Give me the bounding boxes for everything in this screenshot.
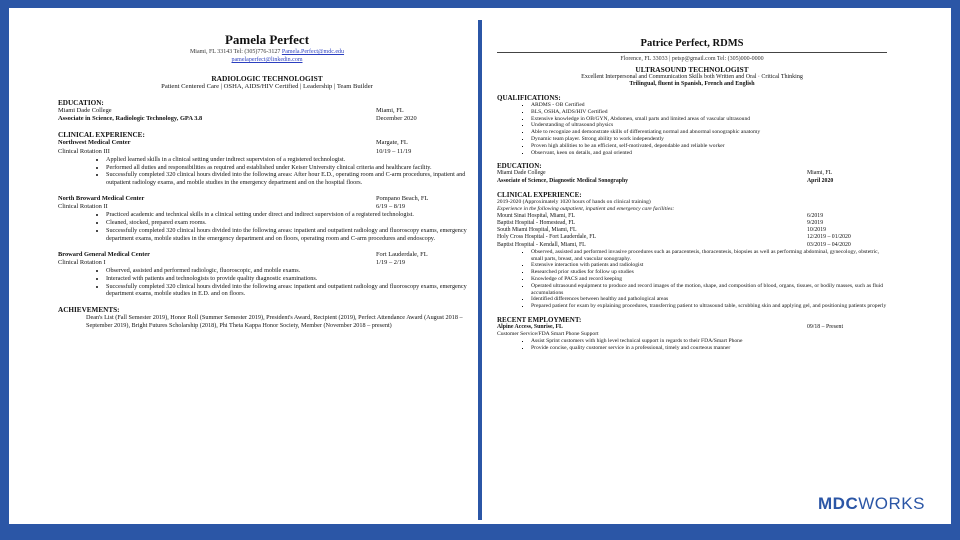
job1-place: Northwest Medical Center xyxy=(58,139,131,147)
resume-page-right xyxy=(497,22,887,464)
list-item: ▪ Provide concise, quality customer service in a professional, timely and courteous manner xyxy=(531,345,887,352)
list-item: ▪ BLS, OSHA, AIDS/HIV Certified xyxy=(531,109,887,116)
list-item: ▪ Assist Sprint customers with high level technical support in regards to their FDA/Smart Phone xyxy=(531,338,887,345)
site-row: Baptist Hospital - Homestead, FL 9/2019 xyxy=(497,219,824,226)
list-item: ▪ Understanding of ultrasound physics xyxy=(531,122,887,129)
job1-title-row xyxy=(58,148,476,156)
center-divider xyxy=(478,20,482,520)
edu-date: April 2020 xyxy=(807,177,834,184)
resume-name: Pamela Perfect xyxy=(224,32,310,47)
job1-title: Clinical Rotation III xyxy=(58,147,110,155)
education-degree-row xyxy=(497,178,887,185)
edu-school: Miami Dade College xyxy=(58,107,112,114)
list-item: • Performed all duties and responsibilities as required and established under Keiser University clinical criteria and healthcare facility. xyxy=(106,164,476,172)
employment-title: Customer Service/FDA Smart Phone Support xyxy=(497,331,599,338)
list-item: • Practiced academic and technical skills in a clinical setting under direct and indirect supervision of a registered technologist. xyxy=(106,211,476,219)
mdc-works-logo: MDCWORKS xyxy=(818,494,925,513)
education-row xyxy=(497,170,887,177)
job3-city: Fort Lauderdale, FL xyxy=(376,250,428,258)
education-row xyxy=(58,107,476,115)
achievements-heading: ACHIEVEMENTS: xyxy=(58,306,120,315)
list-item: ▪ Researched prior studies for follow up studies xyxy=(531,269,887,276)
job3-title-row xyxy=(58,259,476,267)
edu-date: December 2020 xyxy=(376,115,417,123)
site-row: Holy Cross Hospital - Fort Lauderdale, FL 12/2019 – 01/2020 xyxy=(497,234,851,241)
tagline-1: Excellent Interpersonal and Communication Skills both Written and Oral · Critical Thinking xyxy=(581,74,803,80)
contact-linkedin[interactable]: pamelaperfect@linkedin.com xyxy=(231,57,303,63)
list-item: • Successfully completed 320 clinical hours divided into the following areas: inpatient and outpatient radiology and fluoroscopy exams, emergency department exams, mobile studies in the emergency department and on floors, operating room and C-arm procedures and endoscopy. xyxy=(106,227,476,243)
list-item: • Observed, assisted and performed radiologic, fluoroscopic, and mobile exams. xyxy=(106,267,476,275)
recent-employment-heading: RECENT EMPLOYMENT: xyxy=(497,315,582,324)
edu-city: Miami, FL xyxy=(376,107,404,114)
contact-line: Florence, FL 33033 | petsp@gmail.com Tel: (305)000-0000 xyxy=(620,56,764,62)
job-role-title: ULTRASOUND TECHNOLOGIST xyxy=(635,65,749,74)
frame-left-border xyxy=(0,0,9,540)
site-row: Baptist Hospital - Kendall, Miami, FL 03/2019 – 04/2020 xyxy=(497,241,851,248)
clinical-duties-list xyxy=(497,249,887,310)
frame-right-border xyxy=(951,0,960,540)
education-degree-row xyxy=(58,115,476,123)
job1-dates: 10/19 – 11/19 xyxy=(376,147,412,155)
job3-place-row xyxy=(58,251,476,259)
clinical-subtitle-2: Experience in the following outpatient, inpatient and emergency care facilities: xyxy=(497,205,675,212)
achievements-text: Dean's List (Fall Semester 2019), Honor Roll (Summer Semester 2019), President's Award, Recipient (2019), Perfect Attendance Award (August 2018 – September 2019), Bright Futures Scholarship (2018), Phi Theta Kappa Honor Society, Member (November 2018 – present) xyxy=(86,314,463,329)
resume-page-left xyxy=(58,22,476,522)
tagline-2: Trilingual, fluent in Spanish, French and English xyxy=(629,81,755,87)
list-item: ▪ Knowledge of PACS and record keeping xyxy=(531,276,887,283)
list-item: ▪ Observant, keen on details, and goal oriented xyxy=(531,150,887,157)
list-item: ▪ Extensive knowledge in OB/GYN, Abdomen, small parts and limited areas of vascular ultrasound xyxy=(531,116,887,123)
list-item: ▪ Prepared patient for exam by explaining procedures, transferring patient to ultrasound table, scrubbing skin and applying gel, and positioning patients properly xyxy=(531,303,887,310)
job1-place-row xyxy=(58,139,476,147)
header-rule xyxy=(497,52,887,53)
employer-row xyxy=(497,324,887,331)
edu-degree: Associate of Science, Diagnostic Medical Sonography xyxy=(497,177,629,184)
contact-email-link[interactable]: Pamela.Perfect@mdc.edu xyxy=(281,49,345,55)
employer-name: Alpine Access, Sunrise, FL xyxy=(497,323,563,330)
job2-bullets xyxy=(58,211,476,242)
list-item: ▪ Dynamic team player. Strong ability to work independently xyxy=(531,136,887,143)
site-row: Mount Sinai Hospital, Miami, FL 6/2019 xyxy=(497,212,824,219)
education-heading: EDUCATION: xyxy=(497,162,542,171)
job3-place: Broward General Medical Center xyxy=(58,250,150,258)
edu-city: Miami, FL xyxy=(807,170,833,177)
job1-bullets xyxy=(58,156,476,187)
tagline: Patient Centered Care | OSHA, AIDS/HIV Certified | Leadership | Team Builder xyxy=(161,83,373,90)
list-item: ▪ Extensive interaction with patients and radiologist xyxy=(531,262,887,269)
list-item: ▪ ARDMS - OB Certified xyxy=(531,102,887,109)
frame-bottom-border xyxy=(0,524,960,540)
job3-dates: 1/19 – 2/19 xyxy=(376,258,406,266)
employment-duties xyxy=(497,338,887,352)
list-item: ▪ Identified differences between healthy and pathological areas xyxy=(531,296,887,303)
job3-title: Clinical Rotation I xyxy=(58,258,106,266)
clinical-subtitle: 2019-2020 (Approximately 1020 hours of hands on clinical training) xyxy=(497,198,651,205)
list-item: • Interacted with patients and technologists to provide quality diagnostic examinations. xyxy=(106,275,476,283)
list-item: ▪ Proven high abilities to be an efficient, self-motivated, dependable and reliable worker xyxy=(531,143,887,150)
list-item: ▪ Observed, assisted and performed invasive procedures such as paracentesis, thoracentesis, biopsies as well as performing abdominal, gynecology, obstetric, small parts, breast, and vascular sonography. xyxy=(531,249,887,263)
list-item: • Applied learned skills in a clinical setting under indirect supervision of a registered technologist. xyxy=(106,156,476,164)
job2-place-row xyxy=(58,195,476,203)
clinical-heading: CLINICAL EXPERIENCE: xyxy=(58,131,145,140)
job2-title: Clinical Rotation II xyxy=(58,203,108,211)
job1-city: Margate, FL xyxy=(376,139,408,147)
list-item: ▪ Operated ultrasound equipment to produce and record images of the motion, shape, and composition of blood, organs, tissues, or bodily masses, such as fluid accumulations xyxy=(531,283,887,297)
edu-degree: Associate in Science, Radiologic Technology, GPA 3.8 xyxy=(58,115,203,123)
job-role-title: RADIOLOGIC TECHNOLOGIST xyxy=(211,74,323,83)
employer-dates: 09/18 – Present xyxy=(807,323,844,330)
contact-line xyxy=(58,48,476,56)
list-item: ▪ Able to recognize and demonstrate skills of differentiating normal and abnormal sonographic anatomy xyxy=(531,129,887,136)
resume-name: Patrice Perfect, RDMS xyxy=(640,38,744,49)
contact-address: Miami, FL 33143 Tel: (305)776-3127 xyxy=(189,49,281,55)
frame-top-border xyxy=(0,0,960,8)
job2-place: North Broward Medical Center xyxy=(58,195,145,202)
clinical-heading: CLINICAL EXPERIENCE: xyxy=(497,190,582,199)
list-item: • Cleaned, stocked, prepared exam rooms. xyxy=(106,219,476,227)
job3-bullets xyxy=(58,267,476,298)
qualifications-list xyxy=(497,102,887,156)
list-item: • Successfully completed 320 clinical hours divided into the following areas: inpatient and outpatient radiology and fluoroscopy exams, emergency department exams, mobile studies in E.D. and on floors. xyxy=(106,283,476,299)
site-row: South Miami Hospital, Miami, FL 10/2019 xyxy=(497,227,827,234)
list-item: • Successfully completed 320 clinical hours divided into the following areas: After hour E.D., operating room and C-arm procedures, inpatient and outpatient radiology exams, and mobile studies in the emergency department and on the hospital floors. xyxy=(106,171,476,187)
edu-school: Miami Dade College xyxy=(497,170,546,177)
job2-title-row xyxy=(58,203,476,211)
job2-dates: 6/19 – 8/19 xyxy=(376,203,406,211)
job2-city: Pompano Beach, FL xyxy=(376,195,429,202)
qualifications-heading: QUALIFICATIONS: xyxy=(497,94,561,102)
education-heading: EDUCATION: xyxy=(58,99,104,107)
